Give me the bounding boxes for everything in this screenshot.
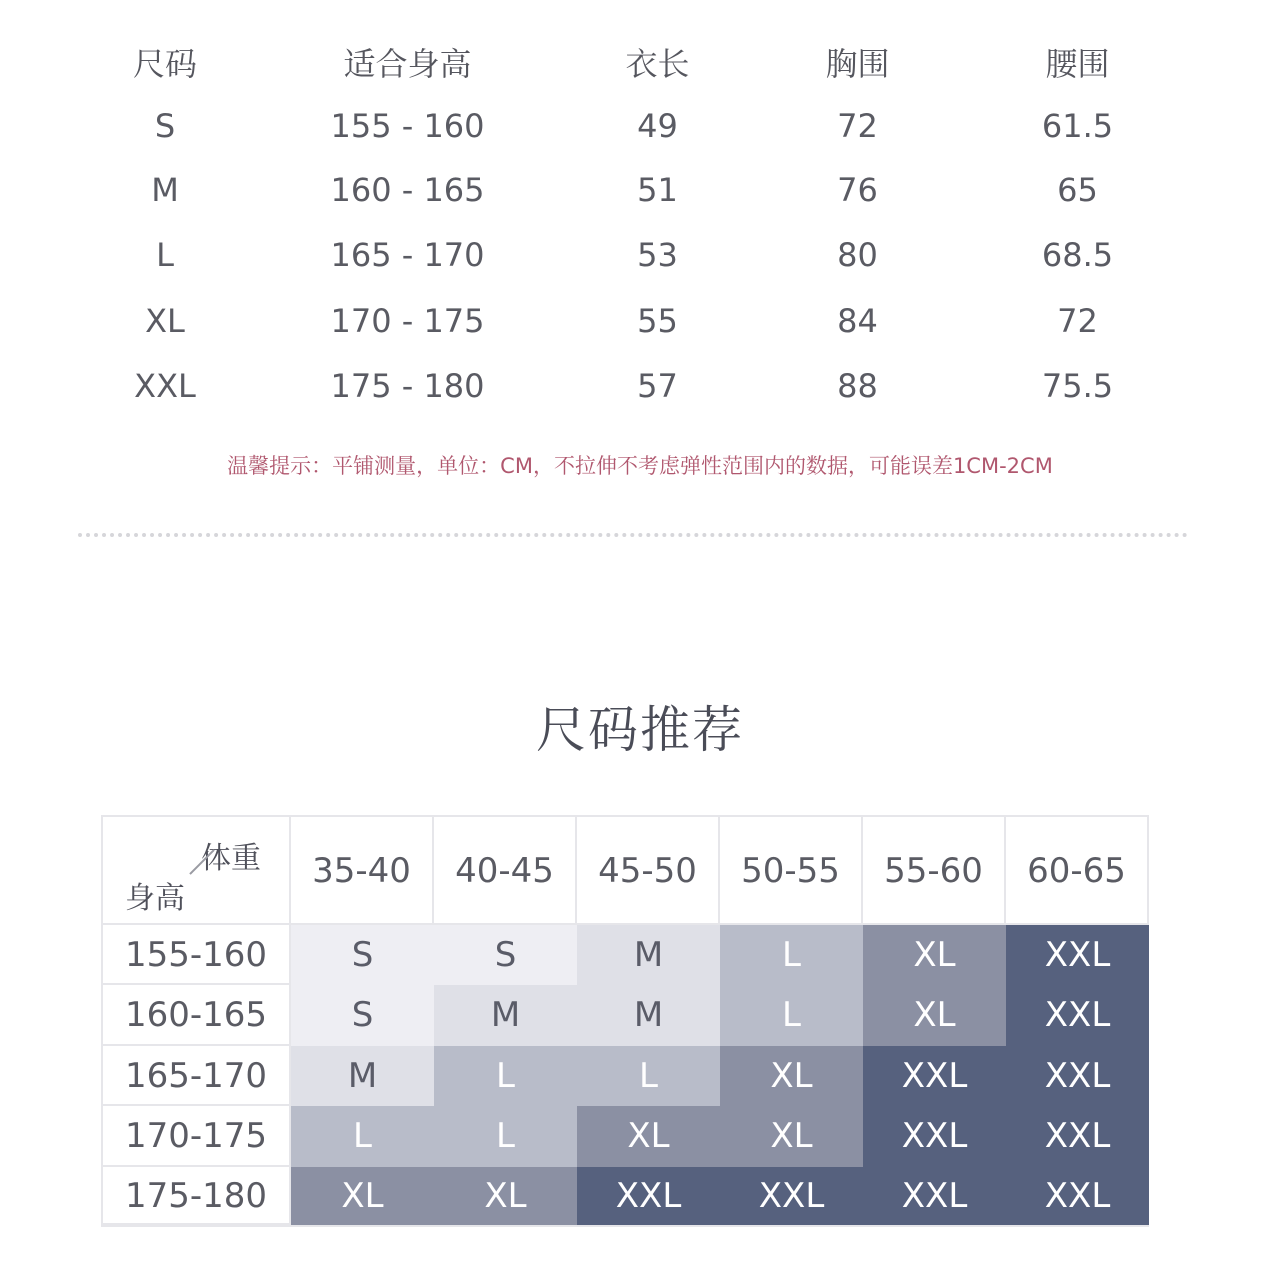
recommended-size-cell: M (577, 925, 720, 985)
weight-range-header: 55-60 (863, 817, 1006, 925)
measurement-value: 170 - 175 (330, 302, 485, 340)
measurement-value: 72 (837, 107, 878, 145)
measurement-value: 51 (637, 171, 678, 209)
recommended-size-cell: S (291, 925, 434, 985)
recommended-size-cell: XXL (1006, 1167, 1149, 1225)
size-label: XL (145, 302, 185, 340)
column-header: 胸围 (825, 45, 890, 83)
size-table-row (0, 225, 1280, 285)
height-range-header: 175-180 (103, 1167, 291, 1225)
recommended-size-cell: L (434, 1046, 577, 1106)
recommended-size-cell: L (720, 925, 863, 985)
recommended-size-cell: L (291, 1106, 434, 1167)
weight-range-header: 40-45 (434, 817, 577, 925)
column-header: 腰围 (1045, 45, 1110, 83)
measurement-value: 175 - 180 (330, 367, 485, 405)
measurement-value: 68.5 (1041, 236, 1114, 274)
weight-range-header: 35-40 (291, 817, 434, 925)
recommended-size-cell: XXL (720, 1167, 863, 1225)
measurement-value: 65 (1057, 171, 1098, 209)
size-label: M (151, 171, 179, 209)
measurement-value: 61.5 (1041, 107, 1114, 145)
size-table-row (0, 291, 1280, 351)
measurement-value: 76 (837, 171, 878, 209)
recommendation-title: 尺码推荐 (536, 701, 744, 759)
size-label: S (154, 107, 176, 145)
height-range-header: 170-175 (103, 1106, 291, 1167)
recommended-size-cell: XL (863, 985, 1006, 1046)
measurement-value: 84 (837, 302, 878, 340)
recommended-size-cell: XXL (863, 1046, 1006, 1106)
measurement-value: 155 - 160 (330, 107, 485, 145)
height-range-header: 155-160 (103, 925, 291, 985)
measurement-tip: 温馨提示：平铺测量，单位：CM，不拉伸不考虑弹性范围内的数据，可能误差1CM-2CM (227, 454, 1053, 478)
recommended-size-cell: M (577, 985, 720, 1046)
recommended-size-cell: L (577, 1046, 720, 1106)
weight-range-header: 50-55 (720, 817, 863, 925)
weight-range-header: 60-65 (1006, 817, 1149, 925)
recommended-size-cell: XL (863, 925, 1006, 985)
size-table-header (0, 34, 1280, 94)
recommended-size-cell: XXL (1006, 1046, 1149, 1106)
recommended-size-cell: XXL (863, 1167, 1006, 1225)
recommended-size-cell: L (720, 985, 863, 1046)
column-header: 适合身高 (343, 45, 472, 83)
recommended-size-cell: XL (720, 1106, 863, 1167)
measurement-value: 55 (637, 302, 678, 340)
size-label: XXL (134, 367, 196, 405)
size-recommendation-grid (101, 815, 1149, 1227)
dotted-divider (78, 533, 1188, 537)
recommended-size-cell: S (291, 985, 434, 1046)
size-table-row (0, 356, 1280, 416)
recommended-size-cell: XL (291, 1167, 434, 1225)
recommended-size-cell: XL (434, 1167, 577, 1225)
measurement-value: 160 - 165 (330, 171, 485, 209)
weight-range-header: 45-50 (577, 817, 720, 925)
measurement-value: 57 (637, 367, 678, 405)
recommended-size-cell: XL (720, 1046, 863, 1106)
recommended-size-cell: XXL (1006, 1106, 1149, 1167)
size-table-row (0, 96, 1280, 156)
recommended-size-cell: XL (577, 1106, 720, 1167)
recommended-size-cell: M (434, 985, 577, 1046)
column-header: 尺码 (132, 45, 197, 83)
column-header: 衣长 (625, 45, 690, 83)
measurement-value: 80 (837, 236, 878, 274)
recommended-size-cell: L (434, 1106, 577, 1167)
recommended-size-cell: XXL (863, 1106, 1006, 1167)
measurement-value: 165 - 170 (330, 236, 485, 274)
height-axis-label: 身高 (125, 881, 185, 916)
size-label: L (156, 236, 174, 274)
grid-corner-header (103, 817, 291, 925)
recommended-size-cell: M (291, 1046, 434, 1106)
measurement-value: 49 (637, 107, 678, 145)
size-table-row (0, 160, 1280, 220)
measurement-value: 75.5 (1041, 367, 1114, 405)
recommended-size-cell: XXL (577, 1167, 720, 1225)
measurement-value: 53 (637, 236, 678, 274)
measurement-value: 72 (1057, 302, 1098, 340)
recommended-size-cell: S (434, 925, 577, 985)
weight-axis-label: 体重 (201, 841, 261, 876)
recommended-size-cell: XXL (1006, 985, 1149, 1046)
recommended-size-cell: XXL (1006, 925, 1149, 985)
measurement-value: 88 (837, 367, 878, 405)
height-range-header: 160-165 (103, 985, 291, 1046)
height-range-header: 165-170 (103, 1046, 291, 1106)
